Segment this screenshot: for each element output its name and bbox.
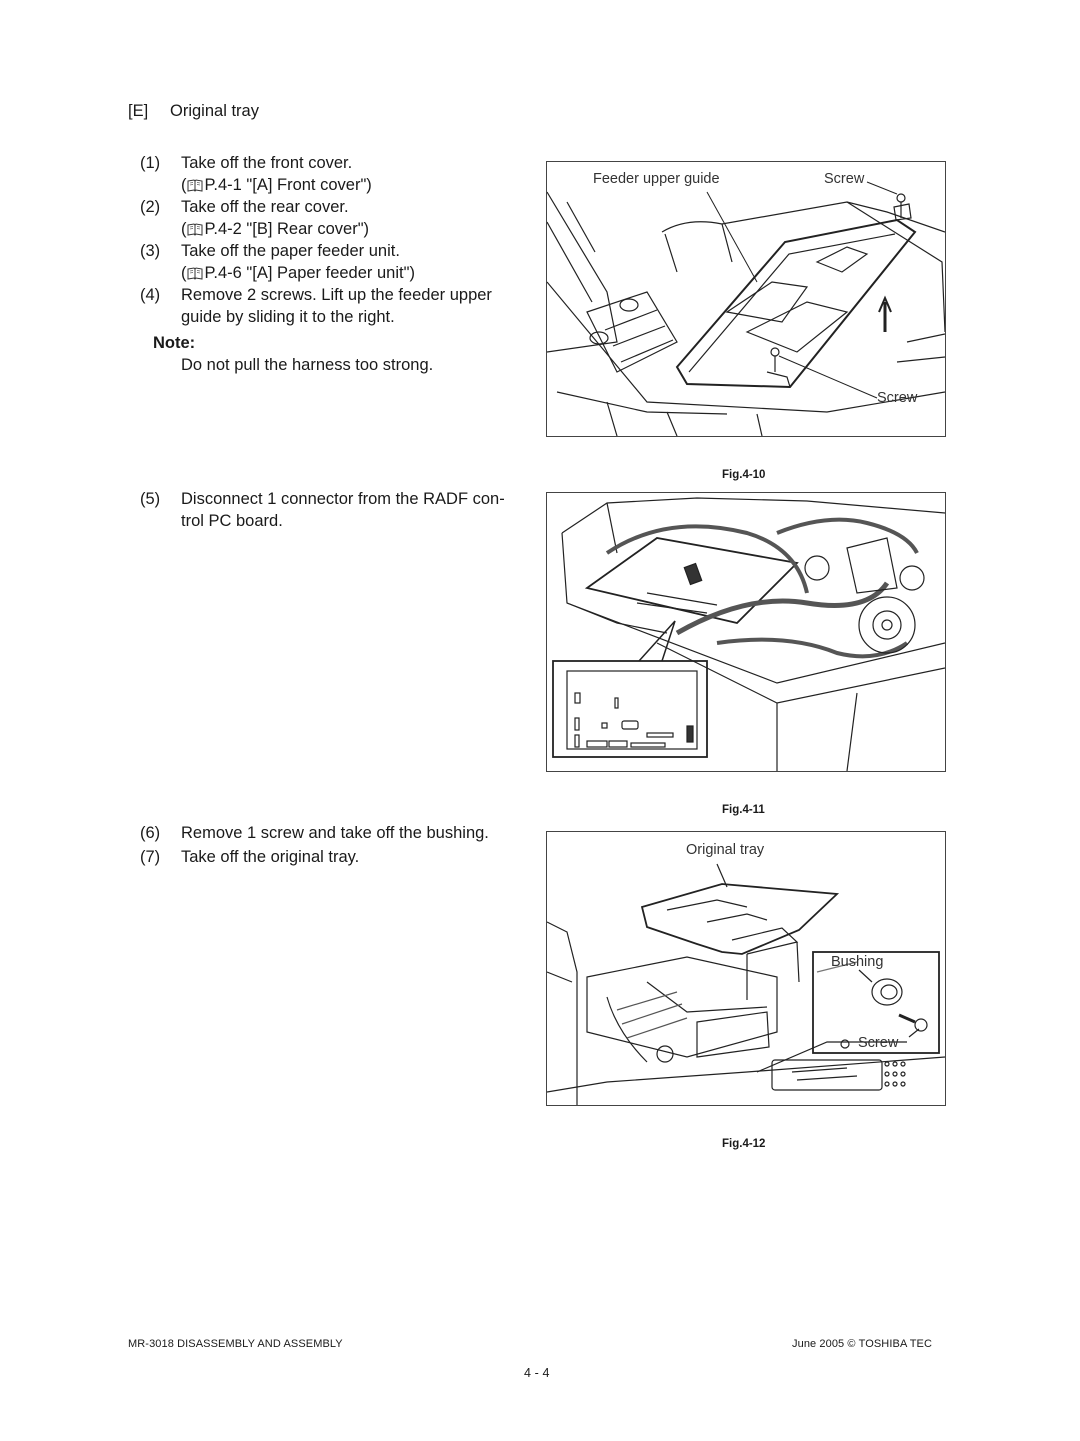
figure-caption: Fig.4-11 [722,804,765,816]
step-text: Disconnect 1 connector from the RADF con- [181,490,505,508]
step-text: Take off the front cover. [181,154,353,172]
label-bushing: Bushing [831,954,884,970]
cross-reference[interactable] [181,175,372,195]
figure-feeder-upper-guide [546,161,946,437]
section-title: Original tray [170,102,259,120]
note-label: Note: [153,334,196,352]
label-screw-bottom: Screw [877,390,918,406]
step-number: (4) [140,286,161,304]
book-icon [187,179,203,192]
step-number: (6) [140,824,161,842]
step-text: Take off the original tray. [181,848,360,866]
original-tray-illustration [547,832,945,1105]
step-number: (1) [140,154,161,172]
step-number: (2) [140,198,161,216]
label-feeder-upper-guide: Feeder upper guide [593,171,720,187]
step-text: Remove 2 screws. Lift up the feeder upper [181,286,492,304]
step-number: (3) [140,242,161,260]
figure-original-tray [546,831,946,1106]
cross-reference[interactable] [181,263,415,283]
label-screw-top: Screw [824,171,865,187]
footer-right: June 2005 © TOSHIBA TEC [792,1338,933,1350]
book-icon [187,267,203,280]
figure-radf-pc-board [546,492,946,772]
step-text-continued: trol PC board. [181,512,283,530]
cross-reference[interactable] [181,219,369,239]
section-marker: [E] [128,102,149,120]
pc-board-illustration [547,493,945,771]
label-original-tray: Original tray [686,842,765,858]
footer-left: MR-3018 DISASSEMBLY AND ASSEMBLY [128,1338,343,1350]
step-text: Remove 1 screw and take off the bushing. [181,824,489,842]
ref-text: P.4-1 "[A] Front cover") [204,176,372,194]
ref-text: P.4-6 "[A] Paper feeder unit") [204,264,415,282]
figure-caption: Fig.4-12 [722,1138,766,1150]
ref-open-paren: ( [181,176,187,194]
ref-text: P.4-2 "[B] Rear cover") [204,220,370,238]
step-number: (7) [140,848,161,866]
ref-open-paren: ( [181,220,187,238]
note-text: Do not pull the harness too strong. [181,356,434,374]
ref-open-paren: ( [181,264,187,282]
label-screw: Screw [858,1035,899,1051]
step-text: Take off the paper feeder unit. [181,242,400,260]
step-text: Take off the rear cover. [181,198,349,216]
page-number: 4 - 4 [524,1366,550,1380]
figure-caption: Fig.4-10 [722,469,766,481]
step-number: (5) [140,490,161,508]
step-text-continued: guide by sliding it to the right. [181,308,395,326]
book-icon [187,223,203,236]
